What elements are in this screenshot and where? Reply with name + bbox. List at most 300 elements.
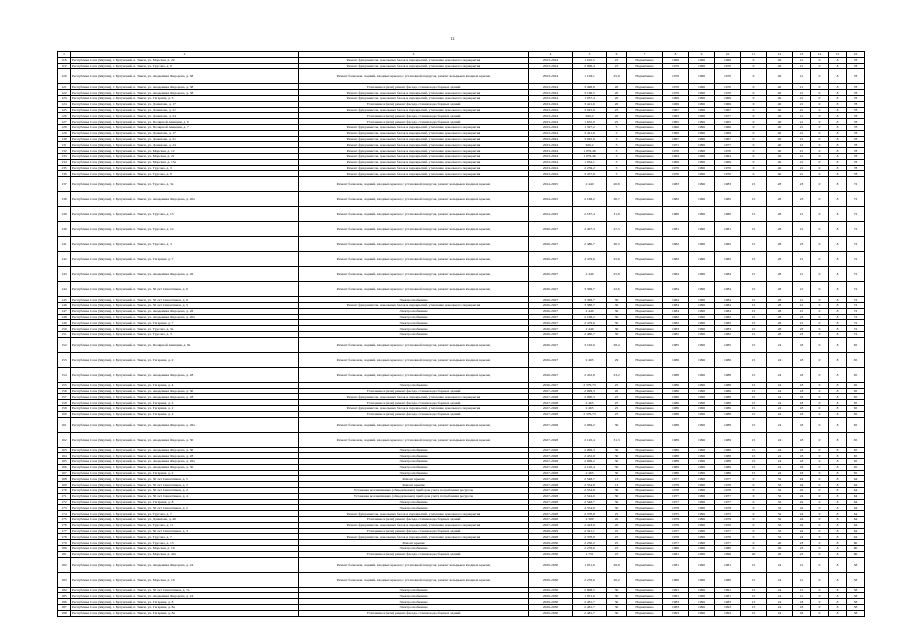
table-row: [58, 267, 865, 282]
table-cell: 21: [793, 148, 811, 154]
table-cell: 0: [811, 57, 829, 63]
table-cell: 0: [811, 90, 829, 96]
table-cell: 2 481,7: [573, 599, 607, 605]
table-cell: 0: [811, 417, 829, 432]
address-cell: Республика Саха (Якутия), г. Булунский, п. Тикси, ул. Гагарина, д. 2: [71, 352, 299, 367]
table-cell: 2026-2027: [529, 252, 573, 267]
table-cell: Нормативно: [627, 546, 663, 552]
table-cell: 143: [58, 267, 71, 282]
table-cell: 1996: [689, 63, 715, 69]
address-cell: Республика Саха (Якутия), г. Булунский, п. Тикси, ул. Полярной Авиации, д. 6: [71, 119, 299, 125]
work-type-cell: Электроснабжение: [299, 599, 529, 605]
table-cell: 24: [767, 352, 793, 367]
table-cell: 118: [58, 57, 71, 63]
table-cell: 2 465: [573, 400, 607, 406]
table-cell: 30: [607, 459, 627, 465]
table-cell: 15: [741, 587, 767, 593]
table-cell: 1996: [689, 499, 715, 505]
table-cell: 3 045,9: [573, 136, 607, 142]
table-cell: 1982: [715, 331, 741, 337]
table-cell: 0: [811, 488, 829, 494]
table-cell: 1967: [715, 107, 741, 113]
table-cell: 15: [741, 302, 767, 308]
table-cell: 1996: [689, 177, 715, 192]
table-cell: 1 076,46: [573, 148, 607, 154]
table-cell: 24: [767, 447, 793, 453]
table-cell: Нормативно: [627, 177, 663, 192]
table-cell: 0: [741, 482, 767, 488]
table-cell: 72: [847, 297, 865, 303]
table-cell: 127: [58, 119, 71, 125]
table-cell: 1996: [715, 551, 741, 557]
table-cell: 24: [793, 517, 811, 523]
work-type-cell: Ремонт фундаментов, цокольных балок и перекрытий, утепление цокольного перекрытия: [299, 130, 529, 136]
table-cell: 28: [767, 207, 793, 222]
table-cell: 21: [793, 69, 811, 84]
work-type-cell: Утепление и (или) ремонт фасада, ставни водосборных зданий: [299, 551, 529, 557]
table-cell: 65: [847, 367, 865, 382]
table-cell: 165: [58, 459, 71, 465]
table-cell: Нормативно: [627, 119, 663, 125]
table-cell: 21: [793, 572, 811, 587]
work-type-cell: Ремонт балконов, лоджий, входных крылец с установкой пандусов, ремонт козырьков входных крылец: [299, 69, 529, 84]
table-cell: 2 481,7: [573, 605, 607, 611]
table-cell: 2023-2024: [529, 165, 573, 171]
work-type-cell: Утепление и (или) ремонт фасада, ставни водосборных зданий: [299, 400, 529, 406]
table-cell: 2029-2030: [529, 557, 573, 572]
table-cell: 8: [829, 113, 847, 119]
table-cell: 1996: [689, 308, 715, 314]
table-cell: 3 498,8: [573, 84, 607, 90]
table-cell: 2 440: [573, 177, 607, 192]
table-cell: 28: [767, 267, 793, 282]
address-cell: Республика Саха (Якутия), г. Булунский, п. Тикси, ул. Академика Федорова, д. 26: [71, 267, 299, 282]
table-cell: 1978: [715, 488, 741, 494]
table-cell: 18: [793, 405, 811, 411]
table-cell: 1980: [715, 207, 741, 222]
table-cell: 1984: [715, 267, 741, 282]
address-cell: Республика Саха (Якутия), г. Булунский, п. Тикси, ул. Полярной Авиации, д. 7: [71, 124, 299, 130]
table-cell: 1991: [715, 587, 741, 593]
table-cell: 1996: [689, 95, 715, 101]
table-cell: 1986: [663, 405, 689, 411]
table-cell: 30: [607, 302, 627, 308]
table-cell: 1996: [689, 417, 715, 432]
table-cell: 15: [741, 447, 767, 453]
table-cell: 0: [811, 593, 829, 599]
table-cell: 2023-2024: [529, 101, 573, 107]
table-cell: 0: [811, 605, 829, 611]
table-cell: 25: [607, 394, 627, 400]
table-cell: 8: [829, 546, 847, 552]
table-cell: Нормативно: [627, 522, 663, 528]
table-cell: 78: [847, 142, 865, 148]
table-cell: Нормативно: [627, 493, 663, 499]
table-cell: 78: [847, 101, 865, 107]
table-cell: 8: [829, 411, 847, 417]
table-cell: 1966: [663, 124, 689, 130]
table-row: [58, 432, 865, 447]
table-cell: 65: [847, 400, 865, 406]
table-cell: 1984: [663, 267, 689, 282]
table-cell: 1969: [663, 130, 689, 136]
table-cell: 1996: [689, 69, 715, 84]
table-cell: 28,4: [607, 337, 627, 352]
table-cell: 20: [607, 95, 627, 101]
work-type-cell: Утепление и (или) ремонт фасада, ставни водосборных зданий: [299, 84, 529, 90]
table-cell: 1996: [689, 540, 715, 546]
table-cell: 1996: [689, 394, 715, 400]
table-cell: 2 808,5: [573, 587, 607, 593]
table-cell: 128: [58, 124, 71, 130]
table-cell: 1970: [715, 63, 741, 69]
table-row: [58, 192, 865, 207]
column-header: 12: [767, 52, 793, 58]
table-cell: 1975: [663, 511, 689, 517]
table-cell: 2026-2027: [529, 337, 573, 352]
table-cell: 168: [58, 476, 71, 482]
work-type-cell: Ремонт фундаментов, цокольных балок и перекрытий, утепление цокольного перекрытия: [299, 57, 529, 63]
table-cell: 15: [741, 417, 767, 432]
table-cell: 1965: [663, 119, 689, 125]
table-cell: 2024-2025: [529, 192, 573, 207]
table-cell: 0: [811, 171, 829, 177]
table-cell: 1 951,6: [573, 557, 607, 572]
table-cell: 152: [58, 337, 71, 352]
table-cell: 188: [58, 610, 71, 616]
table-cell: 23: [793, 192, 811, 207]
table-cell: 153: [58, 352, 71, 367]
address-cell: Республика Саха (Якутия), г. Булунский, п. Тикси, ул. Академика Федорова, д. 30: [71, 464, 299, 470]
table-cell: 1986: [715, 470, 741, 476]
table-cell: 173: [58, 505, 71, 511]
table-cell: 65: [847, 388, 865, 394]
table-cell: Нормативно: [627, 124, 663, 130]
table-cell: 3 166,5: [573, 90, 607, 96]
work-type-cell: Утепление и (или) ремонт фасада, ставни водосборных зданий: [299, 517, 529, 523]
table-cell: 1993: [715, 605, 741, 611]
table-cell: 2 069,2: [573, 417, 607, 432]
table-cell: 72: [847, 326, 865, 332]
table-cell: 40: [767, 546, 793, 552]
table-cell: 78: [847, 119, 865, 125]
table-cell: 18: [793, 432, 811, 447]
address-cell: Республика Саха (Якутия), г. Булунский, п. Тикси, ул. 50 лет Синоптиков, д. 5: [71, 476, 299, 482]
table-cell: 0: [741, 488, 767, 494]
table-row: [58, 417, 865, 432]
table-cell: 176: [58, 522, 71, 528]
table-cell: 0: [741, 528, 767, 534]
column-header: 2: [71, 52, 299, 58]
table-cell: 2 120,4: [573, 432, 607, 447]
table-cell: Нормативно: [627, 352, 663, 367]
address-cell: Республика Саха (Якутия), г. Булунский, п. Тикси, ул. Академика Федорова, д. 20а: [71, 314, 299, 320]
work-type-cell: Ремонт балконов, лоджий, входных крылец с установкой пандусов, ремонт козырьков входных крылец: [299, 252, 529, 267]
table-cell: 1996: [689, 113, 715, 119]
table-row: [58, 252, 865, 267]
table-cell: 1996: [689, 388, 715, 394]
table-cell: 0: [741, 171, 767, 177]
table-cell: 1996: [689, 599, 715, 605]
table-cell: 40: [767, 69, 793, 84]
table-cell: 159: [58, 405, 71, 411]
table-cell: 2029-2030: [529, 540, 573, 546]
table-cell: 8: [829, 400, 847, 406]
table-cell: 30: [607, 326, 627, 332]
table-body: [58, 57, 865, 616]
table-cell: 2027-2028: [529, 493, 573, 499]
table-cell: 0: [811, 84, 829, 90]
table-cell: 78: [847, 113, 865, 119]
table-cell: 1996: [689, 159, 715, 165]
table-cell: 72: [847, 314, 865, 320]
table-cell: 28: [767, 177, 793, 192]
table-cell: 3 162,6: [573, 337, 607, 352]
table-cell: 8: [829, 297, 847, 303]
table-cell: 2029-2030: [529, 593, 573, 599]
table-cell: 0: [741, 57, 767, 63]
table-cell: 1996: [689, 331, 715, 337]
table-cell: 121: [58, 84, 71, 90]
table-cell: 0: [811, 499, 829, 505]
table-cell: Нормативно: [627, 252, 663, 267]
table-cell: 135: [58, 165, 71, 171]
table-cell: 2 120,4: [573, 464, 607, 470]
table-cell: 1988: [663, 417, 689, 432]
table-cell: 155: [58, 382, 71, 388]
table-cell: 1982: [663, 320, 689, 326]
table-cell: 32: [767, 522, 793, 528]
table-cell: 0: [741, 63, 767, 69]
table-cell: 1996: [689, 534, 715, 540]
table-cell: Нормативно: [627, 432, 663, 447]
table-cell: Нормативно: [627, 557, 663, 572]
table-cell: Нормативно: [627, 394, 663, 400]
table-cell: 58: [847, 587, 865, 593]
table-cell: 171: [58, 493, 71, 499]
table-cell: 21: [793, 320, 811, 326]
table-cell: Нормативно: [627, 587, 663, 593]
address-cell: Республика Саха (Якутия), г. Булунский, п. Тикси, ул. 50 лет Синоптиков, д. 4: [71, 493, 299, 499]
table-cell: 1970: [715, 171, 741, 177]
table-cell: 30: [607, 320, 627, 326]
table-cell: 0: [741, 119, 767, 125]
table-cell: 72: [847, 267, 865, 282]
table-cell: 30: [607, 470, 627, 476]
table-cell: Нормативно: [627, 337, 663, 352]
table-cell: 2027-2028: [529, 411, 573, 417]
table-cell: 1996: [689, 84, 715, 90]
work-type-cell: Ремонт крыши: [299, 482, 529, 488]
table-cell: 1978: [663, 488, 689, 494]
table-cell: 0: [741, 69, 767, 84]
table-cell: Нормативно: [627, 388, 663, 394]
address-cell: Республика Саха (Якутия), г. Булунский, п. Тикси, ул. Трусова, д. 13: [71, 207, 299, 222]
table-cell: 20: [607, 388, 627, 394]
table-cell: 25,8: [607, 252, 627, 267]
address-cell: Республика Саха (Якутия), г. Булунский, п. Тикси, ул. 50 лет Синоптиков, д. 5: [71, 302, 299, 308]
work-type-cell: Ремонт фундаментов, цокольных балок и перекрытий, утепление цокольного перекрытия: [299, 159, 529, 165]
table-cell: 1969: [663, 159, 689, 165]
table-cell: 0: [811, 447, 829, 453]
table-cell: 40: [767, 84, 793, 90]
table-cell: 28: [767, 297, 793, 303]
table-cell: 136: [58, 171, 71, 177]
table-cell: 175: [58, 517, 71, 523]
table-cell: 15: [741, 610, 767, 616]
table-cell: 1996: [689, 605, 715, 611]
table-cell: Нормативно: [627, 610, 663, 616]
table-cell: 25: [607, 119, 627, 125]
address-cell: Республика Саха (Якутия), г. Булунский, п. Тикси, ул. Гагарина, д. 8: [71, 599, 299, 605]
table-cell: 2026-2027: [529, 308, 573, 314]
table-cell: 1986: [715, 400, 741, 406]
table-cell: 21: [793, 90, 811, 96]
table-cell: 1981: [663, 593, 689, 599]
table-cell: 0: [811, 610, 829, 616]
table-cell: 65: [847, 417, 865, 432]
table-cell: 0: [811, 119, 829, 125]
table-cell: 162: [58, 432, 71, 447]
table-cell: 2024-2025: [529, 207, 573, 222]
table-cell: 30: [607, 447, 627, 453]
table-cell: 1996: [689, 192, 715, 207]
table-cell: 24: [767, 367, 793, 382]
table-cell: 21: [793, 130, 811, 136]
table-cell: 72: [847, 331, 865, 337]
table-cell: 1996: [689, 90, 715, 96]
table-cell: 120: [58, 69, 71, 84]
table-cell: 65: [847, 470, 865, 476]
table-cell: 24: [767, 464, 793, 470]
work-type-cell: Электроснабжение: [299, 459, 529, 465]
table-cell: Нормативно: [627, 534, 663, 540]
table-cell: 1977: [663, 499, 689, 505]
table-cell: 0: [811, 101, 829, 107]
table-cell: 8: [829, 367, 847, 382]
table-cell: 2029-2030: [529, 546, 573, 552]
table-cell: 2026-2027: [529, 237, 573, 252]
table-cell: 0: [811, 331, 829, 337]
table-cell: 0: [811, 557, 829, 572]
table-cell: 15: [741, 282, 767, 297]
table-cell: 0: [811, 69, 829, 84]
table-cell: 163: [58, 447, 71, 453]
work-type-cell: Ремонт фундаментов, цокольных балок и перекрытий, утепление цокольного перекрытия: [299, 394, 529, 400]
table-cell: 58: [847, 599, 865, 605]
table-cell: 8: [829, 252, 847, 267]
table-cell: 0: [811, 337, 829, 352]
table-cell: 2026-2027: [529, 367, 573, 382]
table-cell: 8: [829, 326, 847, 332]
table-cell: Нормативно: [627, 130, 663, 136]
table-cell: Нормативно: [627, 314, 663, 320]
table-cell: 23: [793, 540, 811, 546]
work-type-cell: Утепление и (или) ремонт фасада, ставни водосборных зданий: [299, 610, 529, 616]
column-header: 11: [741, 52, 767, 58]
table-cell: 24: [793, 476, 811, 482]
table-cell: 32: [767, 505, 793, 511]
table-cell: 2026-2027: [529, 382, 573, 388]
column-header: 7: [627, 52, 663, 58]
table-cell: 1970: [663, 84, 689, 90]
table-cell: 15: [741, 237, 767, 252]
table-cell: 65: [847, 432, 865, 447]
table-cell: 0: [811, 493, 829, 499]
table-cell: Нормативно: [627, 95, 663, 101]
table-cell: 3 045,9: [573, 107, 607, 113]
table-cell: 40: [767, 153, 793, 159]
table-cell: Нормативно: [627, 400, 663, 406]
table-cell: 0: [811, 464, 829, 470]
table-cell: 21: [793, 95, 811, 101]
table-cell: 60: [847, 546, 865, 552]
table-cell: Нормативно: [627, 57, 663, 63]
table-cell: Нормативно: [627, 282, 663, 297]
table-cell: 1970: [715, 69, 741, 84]
table-cell: Нормативно: [627, 165, 663, 171]
table-cell: 21: [793, 84, 811, 90]
table-cell: 2 465: [573, 405, 607, 411]
table-cell: 1986: [663, 447, 689, 453]
table-cell: 1996: [689, 505, 715, 511]
table-cell: 18: [793, 411, 811, 417]
work-type-cell: Ремонт фундаментов, цокольных балок и перекрытий, утепление цокольного перекрытия: [299, 148, 529, 154]
work-type-cell: Ремонт фундаментов, цокольных балок и перекрытий, утепление цокольного перекрытия: [299, 511, 529, 517]
table-cell: 2 481,7: [573, 610, 607, 616]
column-header: 10: [715, 52, 741, 58]
table-cell: 30: [607, 493, 627, 499]
table-cell: 15: [741, 382, 767, 388]
table-cell: 15: [741, 207, 767, 222]
table-cell: 1996: [689, 511, 715, 517]
table-cell: 1996: [689, 432, 715, 447]
column-header: 14: [811, 52, 829, 58]
table-cell: 1988: [715, 382, 741, 388]
table-cell: 1981: [663, 551, 689, 557]
table-cell: 0: [741, 153, 767, 159]
table-cell: 21: [793, 267, 811, 282]
table-cell: 5: [607, 153, 627, 159]
table-cell: 24: [767, 605, 793, 611]
table-cell: Нормативно: [627, 326, 663, 332]
table-cell: 65: [847, 447, 865, 453]
table-cell: 1 079,46: [573, 153, 607, 159]
table-cell: 2 099,3: [573, 447, 607, 453]
table-cell: Нормативно: [627, 453, 663, 459]
address-cell: Республика Саха (Якутия), г. Булунский, п. Тикси, ул. Данилова, д. 40: [71, 517, 299, 523]
address-cell: Республика Саха (Якутия), г. Булунский, п. Тикси, ул. 50 лет Синоптиков, д. 6: [71, 282, 299, 297]
table-cell: 0: [811, 148, 829, 154]
table-cell: 15: [741, 572, 767, 587]
table-cell: 8: [829, 267, 847, 282]
table-cell: 15: [741, 252, 767, 267]
work-type-cell: Электроснабжение: [299, 382, 529, 388]
work-type-cell: Утепление и (или) ремонт фасада, ставни водосборных зданий: [299, 119, 529, 125]
table-cell: 64: [847, 493, 865, 499]
table-cell: 8: [829, 171, 847, 177]
table-cell: 1978: [663, 482, 689, 488]
table-cell: 1989: [663, 464, 689, 470]
table-cell: 78: [847, 165, 865, 171]
table-cell: 18: [793, 459, 811, 465]
address-cell: Республика Саха (Якутия), г. Булунский, п. Тикси, ул. 50 лет Синоптиков, д. 6: [71, 297, 299, 303]
table-cell: Нормативно: [627, 447, 663, 453]
table-cell: 1984: [715, 302, 741, 308]
table-cell: 8: [829, 63, 847, 69]
table-cell: 2 090,3: [573, 394, 607, 400]
table-cell: 1977: [715, 540, 741, 546]
